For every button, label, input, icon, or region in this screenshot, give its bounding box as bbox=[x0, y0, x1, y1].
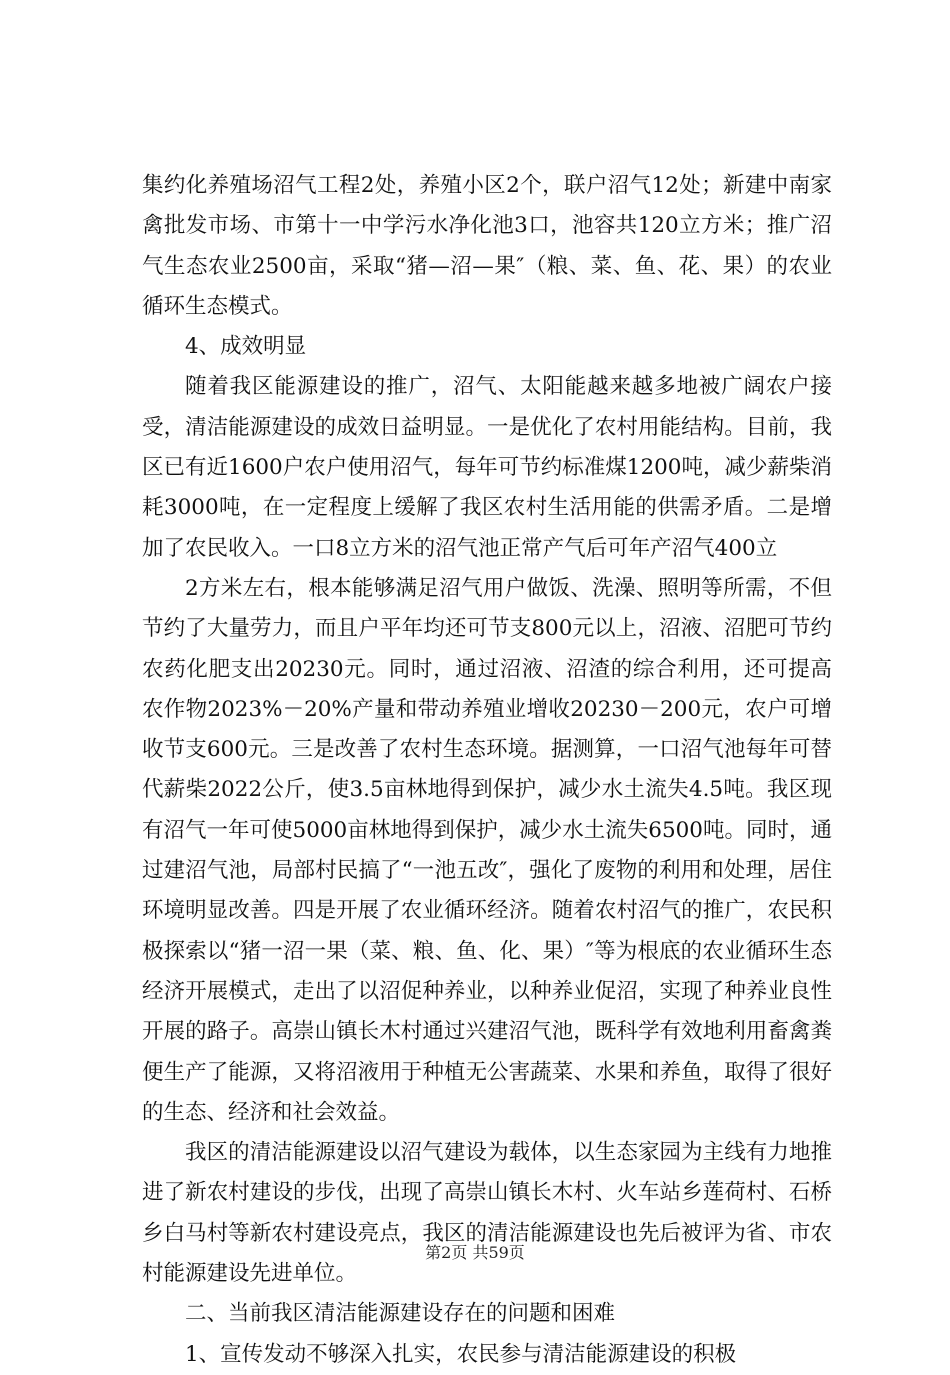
paragraph-results: 随着我区能源建设的推广，沼气、太阳能越来越多地被广阔农户接受，清洁能源建设的成效日益明显。一是优化了农村用能结构。目前，我区已有近1600户农户使用沼气，每年可节约标准煤1200吨，减少薪柴消耗3000吨，在一定程度上缓解了我区农村生活用能的供需矛盾。二是增加了农民收入。一口8立方米的沼气池正常产气后可年产沼气400立 bbox=[142, 374, 832, 561]
page-number-footer: 第2页 共59页 bbox=[425, 1243, 525, 1262]
paragraph-income: 2方米左右，根本能够满足沼气用户做饭、洗澡、照明等所需，不但节约了大量劳力，而且户平年均还可节支800元以上，沼液、沼肥可节约农药化肥支出20230元。同时，通过沼液、沼渣的综合利用，还可提高农作物2023%－20%产量和带动养殖业增收20230－200元，农户可增收节支600元。三是改善了农村生态环境。据测算，一口沼气池每年可替代薪柴2022公斤，使3.5亩林地得到保护，减少水土流失4.5吨。我区现有沼气一年可使5000亩林地得到保护，减少水土流失6500吨。同时，通过建沼气池，局部村民搞了“一池五改″，强化了废物的利用和处理，居住环境明显改善。四是开展了农业循环经济。随着农村沼气的推广，农民积极探索以“猪一沼一果（菜、粮、鱼、化、果）″等为根底的农业循环生态经济开展模式，走出了以沼促种养业，以种养业促沼，实现了种养业良性开展的路子。高崇山镇长木村通过兴建沼气池，既科学有效地利用畜禽粪便生产了能源，又将沼液用于种植无公害蔬菜、水果和养鱼，取得了很好的生态、经济和社会效益。 bbox=[142, 575, 832, 1125]
paragraph-summary: 我区的清洁能源建设以沼气建设为载体，以生态家园为主线有力地推进了新农村建设的步伐，出现了高崇山镇长木村、火车站乡莲荷村、石桥乡白马村等新农村建设亮点，我区的清洁能源建设也先后被评为省、市农村能源建设先进单位。 bbox=[142, 1140, 832, 1287]
document-body bbox=[142, 166, 832, 1375]
paragraph-problem-1: 1、宣传发动不够深入扎实，农民参与清洁能源建设的积极 bbox=[185, 1341, 737, 1367]
section-heading-problems: 二、当前我区清洁能源建设存在的问题和困难 bbox=[185, 1301, 616, 1327]
paragraph-continuation: 集约化养殖场沼气工程2处，养殖小区2个，联户沼气12处；新建中南家禽批发市场、市第十一中学污水净化池3口，池容共120立方米；推广沼气生态农业2500亩，采取“猪—沼—果″（粮、菜、鱼、花、果）的农业循环生态模式。 bbox=[142, 173, 832, 319]
section-heading-results: 4、成效明显 bbox=[185, 334, 307, 360]
